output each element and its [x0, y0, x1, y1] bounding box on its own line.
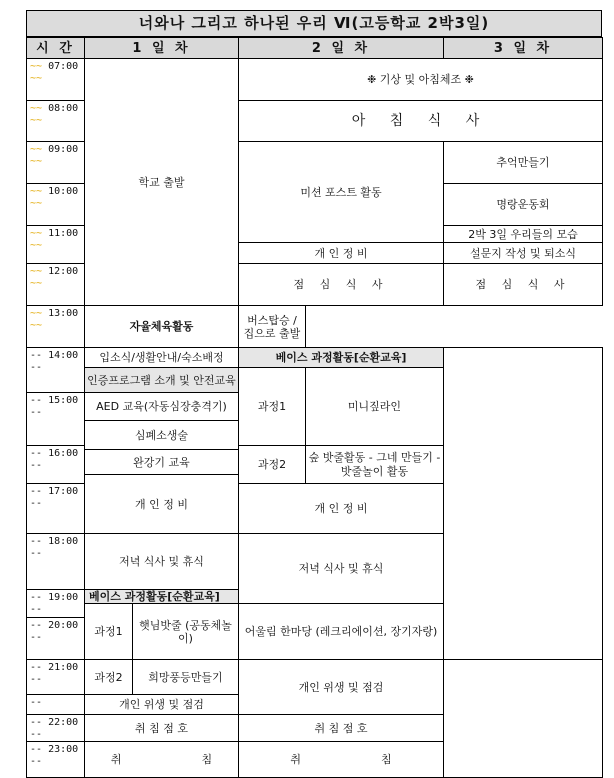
- time-label: 16:00: [48, 448, 79, 459]
- time-suffix: --: [30, 674, 43, 685]
- day1-check-in: 입소식/생활안내/숙소배정: [85, 348, 239, 368]
- day1-personal: 개 인 정 비: [85, 475, 239, 534]
- header-day1: 1 일 차: [85, 38, 239, 59]
- day2-course2: 과정2: [239, 446, 306, 484]
- day2-course1-activity: 미니짚라인: [306, 368, 444, 446]
- day2-base-activity: 베이스 과정활동[순환교육]: [239, 348, 444, 368]
- time-prefix: --: [30, 395, 43, 406]
- day2-personal2: 개 인 정 비: [239, 484, 444, 534]
- time-cell: [27, 348, 85, 393]
- day1-aed: AED 교육(자동심장충격기): [85, 393, 239, 421]
- day3-survey: 설문지 작성 및 퇴소식: [444, 243, 603, 264]
- time-prefix: ~~: [30, 61, 43, 72]
- time-cell: [27, 715, 85, 742]
- time-label: 11:00: [48, 228, 79, 239]
- time-label: 08:00: [48, 103, 79, 114]
- time-suffix: ~~: [30, 115, 43, 126]
- schedule-document: [26, 10, 602, 778]
- time-cell: [27, 142, 85, 184]
- time-prefix: --: [30, 697, 43, 708]
- time-label: 07:00: [48, 61, 79, 72]
- time-suffix: ~~: [30, 73, 43, 84]
- day1-sleep-a: 취: [110, 753, 122, 766]
- time-suffix: ~~: [30, 240, 43, 251]
- time-label: 13:00: [48, 308, 79, 319]
- day1-cpr: 심폐소생술: [85, 421, 239, 450]
- day1-dinner: 저녁 식사 및 휴식: [85, 534, 239, 590]
- time-suffix: --: [30, 498, 43, 509]
- time-prefix: --: [30, 592, 43, 603]
- time-prefix: --: [30, 350, 43, 361]
- day2-sleep-b: 침: [381, 753, 392, 766]
- time-prefix: --: [30, 620, 43, 631]
- time-label: 09:00: [48, 144, 79, 155]
- time-suffix: --: [30, 729, 43, 740]
- day2-sleep: [239, 742, 444, 778]
- day1-course1: 과정1: [85, 604, 133, 660]
- time-prefix: --: [30, 717, 43, 728]
- day3-memories: 추억만들기: [444, 142, 603, 184]
- header-day3: 3 일 차: [444, 38, 603, 59]
- day2-course2-activity: 숲 밧줄활동 - 그네 만들기 - 밧줄놀이 활동: [306, 446, 444, 484]
- time-suffix: --: [30, 604, 43, 615]
- day2-hygiene: 개인 위생 및 점검: [239, 660, 444, 715]
- day3-sports: 명랑운동회: [444, 184, 603, 226]
- time-cell: [27, 660, 85, 695]
- day1-cert-intro: 인증프로그램 소개 및 안전교육: [85, 368, 239, 393]
- time-label: 15:00: [48, 395, 79, 406]
- time-cell: [27, 101, 85, 142]
- time-prefix: ~~: [30, 144, 43, 155]
- time-suffix: --: [30, 407, 43, 418]
- time-label: 20:00: [48, 620, 79, 631]
- time-label: 22:00: [48, 717, 79, 728]
- header-row: [27, 38, 603, 59]
- time-suffix: --: [30, 632, 43, 643]
- day2-wakeup: ❉ 기상 및 아침체조 ❉: [239, 59, 603, 101]
- time-suffix: --: [30, 460, 43, 471]
- day3-our-look: 2박 3일 우리들의 모습: [444, 226, 603, 243]
- time-cell: [27, 184, 85, 226]
- time-prefix: ~~: [30, 308, 43, 319]
- schedule-table-bottom: [26, 659, 603, 778]
- time-cell: [27, 306, 85, 348]
- time-label: 21:00: [48, 662, 79, 673]
- day2-lunch: 점 심 식 사: [239, 264, 444, 306]
- time-cell: [27, 264, 85, 306]
- time-cell-spacer: [27, 695, 85, 715]
- header-day2: 2 일 차: [239, 38, 444, 59]
- day1-roll-call: 취 침 점 호: [85, 715, 239, 742]
- day1-course2: 과정2: [85, 660, 133, 695]
- day1-course2-activity: 희망풍등만들기: [133, 660, 239, 695]
- time-prefix: --: [30, 662, 43, 673]
- time-prefix: --: [30, 448, 43, 459]
- time-suffix: ~~: [30, 156, 43, 167]
- day1-hygiene: 개인 위생 및 점검: [85, 695, 239, 715]
- day2-roll-call: 취 침 점 호: [239, 715, 444, 742]
- time-suffix: ~~: [30, 198, 43, 209]
- schedule-title: 너와나 그리고 하나된 우리 Ⅵ(고등학교 2박3일): [26, 10, 602, 37]
- time-prefix: ~~: [30, 266, 43, 277]
- schedule-table: [26, 37, 603, 660]
- time-suffix: ~~: [30, 320, 43, 331]
- day1-sleep-b: 침: [201, 753, 213, 766]
- day1-course1-activity: 햇님밧줄 (공동체놀이): [133, 604, 239, 660]
- day2-dinner: 저녁 식사 및 휴식: [239, 534, 444, 604]
- time-prefix: --: [30, 486, 43, 497]
- day2-mission: 미션 포스트 활동: [239, 142, 444, 243]
- time-suffix: --: [30, 756, 43, 767]
- time-label: 14:00: [48, 350, 79, 361]
- time-suffix: ~~: [30, 278, 43, 289]
- day2-gathering: 어울림 한마당 (레크리에이션, 장기자랑): [239, 604, 444, 660]
- day3-bus: 버스탑승 / 집으로 출발: [239, 306, 306, 348]
- time-suffix: --: [30, 548, 43, 559]
- day3-lunch: 점 심 식 사: [444, 264, 603, 306]
- time-cell: [27, 742, 85, 778]
- time-label: 17:00: [48, 486, 79, 497]
- time-prefix: ~~: [30, 103, 43, 114]
- time-prefix: --: [30, 536, 43, 547]
- day1-departure: 학교 출발: [85, 59, 239, 306]
- time-prefix: ~~: [30, 228, 43, 239]
- time-cell: [27, 534, 85, 590]
- time-cell: [27, 59, 85, 101]
- day3-empty-bottom: [444, 660, 603, 778]
- day1-sleep: [85, 742, 239, 778]
- time-cell: [27, 618, 85, 660]
- day1-slow-exit: 완강기 교육: [85, 450, 239, 475]
- time-cell: [27, 226, 85, 264]
- day2-breakfast: 아 침 식 사: [239, 101, 603, 142]
- time-cell: [27, 393, 85, 446]
- time-cell: [27, 446, 85, 484]
- time-prefix: --: [30, 744, 43, 755]
- day2-course1: 과정1: [239, 368, 306, 446]
- time-cell: [27, 484, 85, 534]
- day2-sleep-a: 취: [290, 753, 301, 766]
- day2-free-sport: 자율체육활동: [85, 306, 239, 348]
- time-label: 10:00: [48, 186, 79, 197]
- day2-personal: 개 인 정 비: [239, 243, 444, 264]
- day3-empty: [444, 348, 603, 660]
- time-label: 19:00: [48, 592, 79, 603]
- time-label: 12:00: [48, 266, 79, 277]
- day1-base-activity: 베이스 과정활동[순환교육]: [85, 590, 239, 604]
- time-cell: [27, 590, 85, 618]
- header-time: 시 간: [27, 38, 85, 59]
- time-prefix: ~~: [30, 186, 43, 197]
- time-suffix: --: [30, 362, 43, 373]
- time-label: 18:00: [48, 536, 79, 547]
- time-label: 23:00: [48, 744, 79, 755]
